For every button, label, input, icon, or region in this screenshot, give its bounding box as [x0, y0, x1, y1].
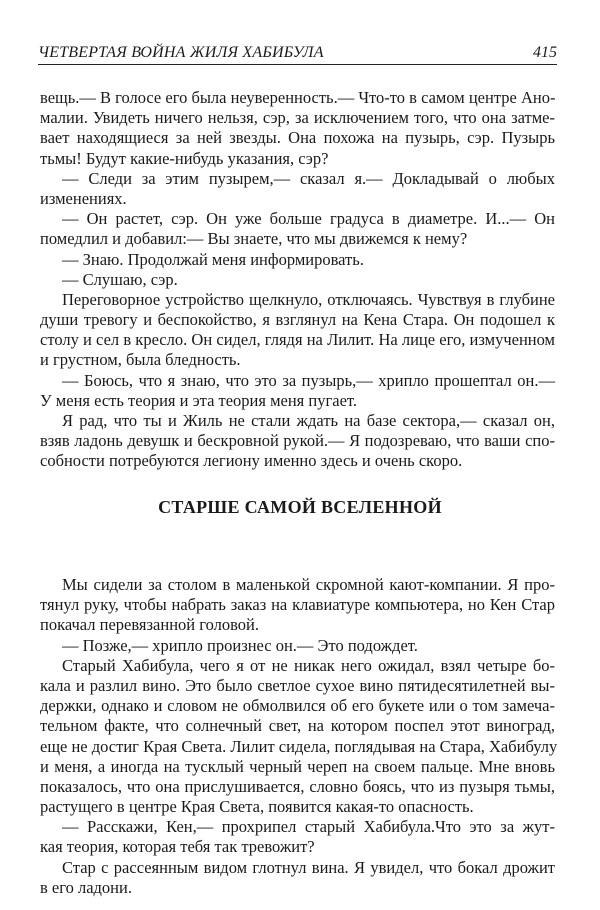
text-line: покачал перевязанной головой.	[40, 615, 259, 635]
text-line: — Знаю. Продолжай меня информировать.	[62, 249, 364, 269]
text-line: еще не достиг Края Света. Лилит сидела, поглядывая на Стара, Хабибулу	[40, 736, 558, 756]
paragraph	[40, 209, 555, 249]
paragraph	[40, 655, 558, 818]
text-line: собности потребуются легиону именно здесь и очень скоро.	[40, 451, 463, 471]
paragraph	[40, 270, 555, 290]
text-line: столу и сел в кресло. Он сидел, глядя на Лилит. На лице его, измученном	[40, 330, 555, 350]
paragraph	[40, 817, 555, 857]
running-title: ЧЕТВЕРТАЯ ВОЙНА ЖИЛЯ ХАБИБУЛА	[38, 44, 324, 61]
paragraph	[40, 250, 555, 270]
running-header	[38, 42, 557, 65]
paragraph	[40, 371, 555, 411]
text-line: и грустном, была бледность.	[40, 350, 241, 370]
paragraph	[40, 858, 555, 898]
section-1-text	[40, 88, 555, 472]
text-line: Старый Хабибула, чего я от не никак него ожидал, взял четыре бо-	[62, 655, 555, 675]
text-line: вает находящиеся за ней звезды. Она похожа на пузырь, сэр. Пузырь	[40, 128, 555, 148]
text-line: изменениях.	[40, 188, 127, 208]
text-line: кала и разлил вино. Это было светлое сухое вино пятидесятилетней вы-	[40, 675, 555, 695]
text-line: души тревогу и беспокойство, я взглянул на Кена Стара. Он подошел к	[40, 310, 555, 330]
text-line: держки, однако и словом не обмолвился об его букете или о том замеча-	[40, 696, 555, 716]
text-line: — Позже,— хрипло произнес он.— Это подождет.	[62, 635, 418, 655]
paragraph	[40, 575, 555, 636]
paragraph	[40, 636, 555, 656]
text-line: тянул руку, чтобы набрать заказ на клавиатуре компьютера, но Кен Стар	[40, 595, 555, 615]
page-number: 415	[533, 44, 557, 61]
text-line: Я рад, что ты и Жиль не стали ждать на базе сектора,— сказал он,	[62, 411, 555, 430]
text-line: растущего в центре Края Света, появится какая-то опасность.	[40, 797, 474, 817]
text-line: Переговорное устройство щелкнуло, отключаясь. Чувствуя в глубине	[62, 289, 555, 309]
text-line: помедлил и добавил:— Вы знаете, что мы движемся к нему?	[40, 229, 468, 249]
text-line: — Слушаю, сэр.	[62, 269, 178, 289]
paragraph	[40, 88, 555, 169]
text-line: взяв ладонь девушк и бескровной рукой.— Я подозреваю, что ваши спо-	[40, 431, 555, 451]
text-line: показалось, что она прислушивается, словно боясь, что из пузыря тьмы,	[40, 776, 555, 796]
text-line: — Следи за этим пузырем,— сказал я.— Докладывай о любых	[62, 168, 555, 188]
text-line: в его ладони.	[40, 877, 132, 897]
text-line: У меня есть теория и эта теория меня пугает.	[40, 390, 357, 410]
text-line: кая теория, которая тебя так тревожит?	[40, 837, 315, 857]
text-line: тьмы! Будут какие-нибудь указания, сэр?	[40, 148, 329, 168]
paragraph	[40, 169, 555, 209]
text-line: — Он растет, сэр. Он уже больше градуса в диаметре. И...— Он	[62, 209, 555, 229]
text-line: — Расскажи, Кен,— прохрипел старый Хабибула.Что это за жут-	[62, 817, 555, 837]
text-line: Мы сидели за столом в маленькой скромной кают-компании. Я про-	[62, 575, 555, 594]
text-line: тельном факте, что солнечный свет, на котором поспел этот виноград,	[40, 716, 555, 736]
paragraph	[40, 411, 555, 472]
text-line: вещь.— В голосе его была неуверенность.— Что-то в самом центре Ано-	[40, 88, 556, 107]
text-line: Стар с рассеянным видом глотнул вина. Я увидел, что бокал дрожит	[62, 857, 555, 877]
text-line: и меня, а иногда на тусклый черный череп на своем пальце. Мне вновь	[40, 756, 555, 776]
text-line: малии. Увидеть ничего нельзя, сэр, за исключением того, что она затме-	[40, 108, 555, 128]
text-line: — Боюсь, что я знаю, что это за пузырь,— хрипло прошептал он.—	[62, 370, 555, 390]
paragraph	[40, 290, 555, 371]
section-2-text	[40, 575, 558, 898]
chapter-heading: СТАРШЕ САМОЙ ВСЕЛЕННОЙ	[158, 497, 442, 517]
